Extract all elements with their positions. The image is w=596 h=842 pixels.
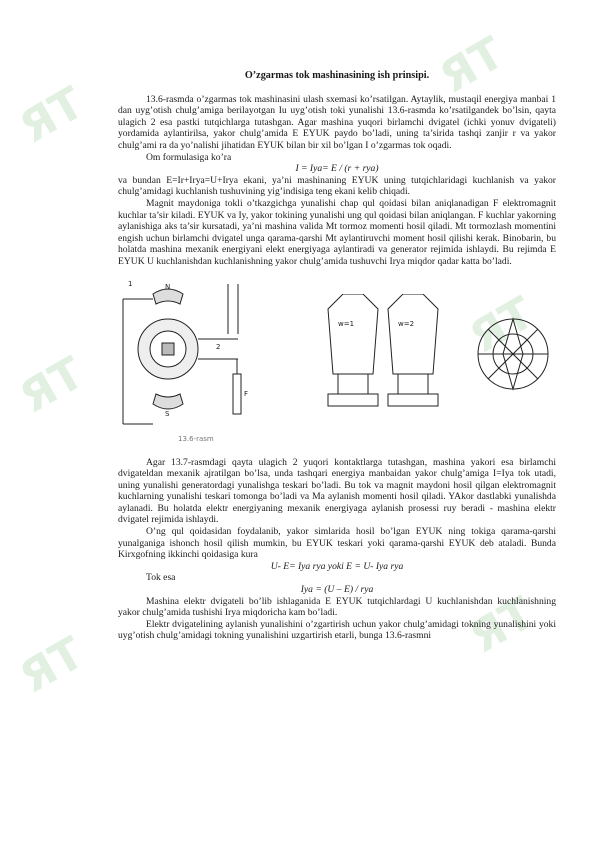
winding-coils-figure xyxy=(323,294,443,414)
formula-2: U- E= Iya rya yoki E = U- Iya rya xyxy=(270,560,404,572)
watermark: ЯТ xyxy=(461,587,543,664)
machine-scheme-figure xyxy=(118,274,258,444)
paragraph-4: Magnit maydoniga tokli o’tkazgichga yunalishi chap qul qoidasi bilan aniqlanadigan F elektromagnit kuchlar ta’sir kiladi. EYUK va Iy, yakor tokining yunalishi ung qul qoidasi bilan aniqlangan. F kuchlar yakorning aylanishiga aks ta’sir kursatadi, ya’ni mashina valida Mt tormoz momenti hosil qiladi. Mt tormozlash momentini engish uchun birlamchi dvigatel unga qarama-qarshi Mt aylantiruvchi moment hosil qilishi kerak. Binobarin, bu holatda mashina mexanik energiyani elekt energiyaga aylantiradi va generator rejimida ishlaydi. Bu rejimda E EYUK U kuchlanishdan kuchlanishning yakor chulg’amida tushuvchi Irya miqdor qadar katta bo’ladi. xyxy=(118,197,556,267)
fig2-label-w2: w=2 xyxy=(398,319,415,328)
fig1-label-n: N xyxy=(165,282,171,291)
fig2-label-w1: w=1 xyxy=(338,319,355,328)
watermark: ЯТ xyxy=(11,77,93,154)
figure-area xyxy=(118,274,556,449)
fig1-label-2: 2 xyxy=(216,342,221,351)
page-title: O’zgarmas tok mashinasining ish prinsipi. xyxy=(244,70,430,81)
paragraph-9: Elektr dvigatelining aylanish yunalishini o’zgartirish uchun yakor chulg’amidagi tokning yunalishini yoki uyg’otish chulg’amidagi tokning yunalishini uzgartirish etarli, bunga 13.6-rasmni xyxy=(118,618,556,642)
paragraph-2: Om formulasiga ko’ra xyxy=(146,151,232,163)
armature-diagram-figure xyxy=(473,294,553,414)
watermark: ЯТ xyxy=(461,287,543,364)
formula-1: I = Iya= E / (r + rya) xyxy=(295,163,379,175)
watermark: ЯТ xyxy=(11,347,93,424)
watermark: ЯТ xyxy=(11,627,93,704)
fig1-label-1: 1 xyxy=(128,279,133,288)
fig1-label-f: F xyxy=(244,389,249,398)
formula-3: Iya = (U – E) / rya xyxy=(300,584,374,596)
watermark: ЯТ xyxy=(431,27,513,104)
paragraph-1: 13.6-rasmda o’zgarmas tok mashinasini ulash sxemasi ko’rsatilgan. Aytaylik, mustaqil energiya manbai 1 dan uyg’otish chulg’amiga berilayotgan Iu uyg’otish toki yunalishi 13.6-rasmda ko’rsatilgandek bo’lsin, qayta ulagich 2 esa pastki tutqichlarga tutashgan. Agar mashina yuqori birlamchi dvigatel (ichki yonuv dvigateli) yordamida aylantirilsa, yakor chulg’amida E EYUK paydo bo’ladi, uning ta’sirida tashqi zanjir r va yakor chulg’ami ra da yo’nalishi jihatidan EYUK bilan bir xil bo’lgan I o’zgarmas tok oqadi. xyxy=(118,93,556,151)
paragraph-7: Tok esa xyxy=(146,572,176,584)
fig1-label-s: S xyxy=(165,409,170,418)
paragraph-8: Mashina elektr dvigateli bo’lib ishlaganida E EYUK tutqichlardagi U kuchlanishdan kuchlanishning yakor chulg’amida tushishi Irya miqdoricha kam bo’ladi. xyxy=(118,595,556,619)
figure-caption: 13.6-rasm xyxy=(178,434,214,443)
paragraph-3: va bundan E=Ir+Irya=U+Irya ekani, ya’ni mashinaning EYUK uning tutqichlaridagi kuchlanish va yakor chulg’amidagi kuchlanish tushuvining yig’indisiga teng ekani kelib chiqadi. xyxy=(118,174,556,198)
paragraph-5: Agar 13.7-rasmdagi qayta ulagich 2 yuqori kontaktlarga tutashgan, mashina yakori esa birlamchi dvigateldan mexanik ajratilgan bo’lsa, unda tashqari energiya manbaidan yakor chulg’amiga I=Iya tok utadi, uning yunalishi generatordagi yunalishga teskari bo’ladi. Bu tok va magnit maydoni hosil qilgan elektromagnit kuchlarning yunalishi teskari tomonga bo’ladi va Ma aylanish momenti hosil qiladi. YAkor dastlabki yunalishda aylanadi. Bu holatda elektr energiyaning mexanik energiyaga aylanish prosessi ruy beradi - mashina elektr dvigatel rejimida ishlaydi. xyxy=(118,456,556,526)
document-page xyxy=(118,70,556,642)
paragraph-6: O’ng qul qoidasidan foydalanib, yakor simlarida hosil bo’lgan EYUK ning tokiga qarama-qarshi yunalganiga ishonch hosil qilish mumkin, bu EYUK teskari yoki qarama-qarshi EYUK deb ataladi. Bunda Kirxgofning ikkinchi qoidasiga kura xyxy=(118,526,556,561)
